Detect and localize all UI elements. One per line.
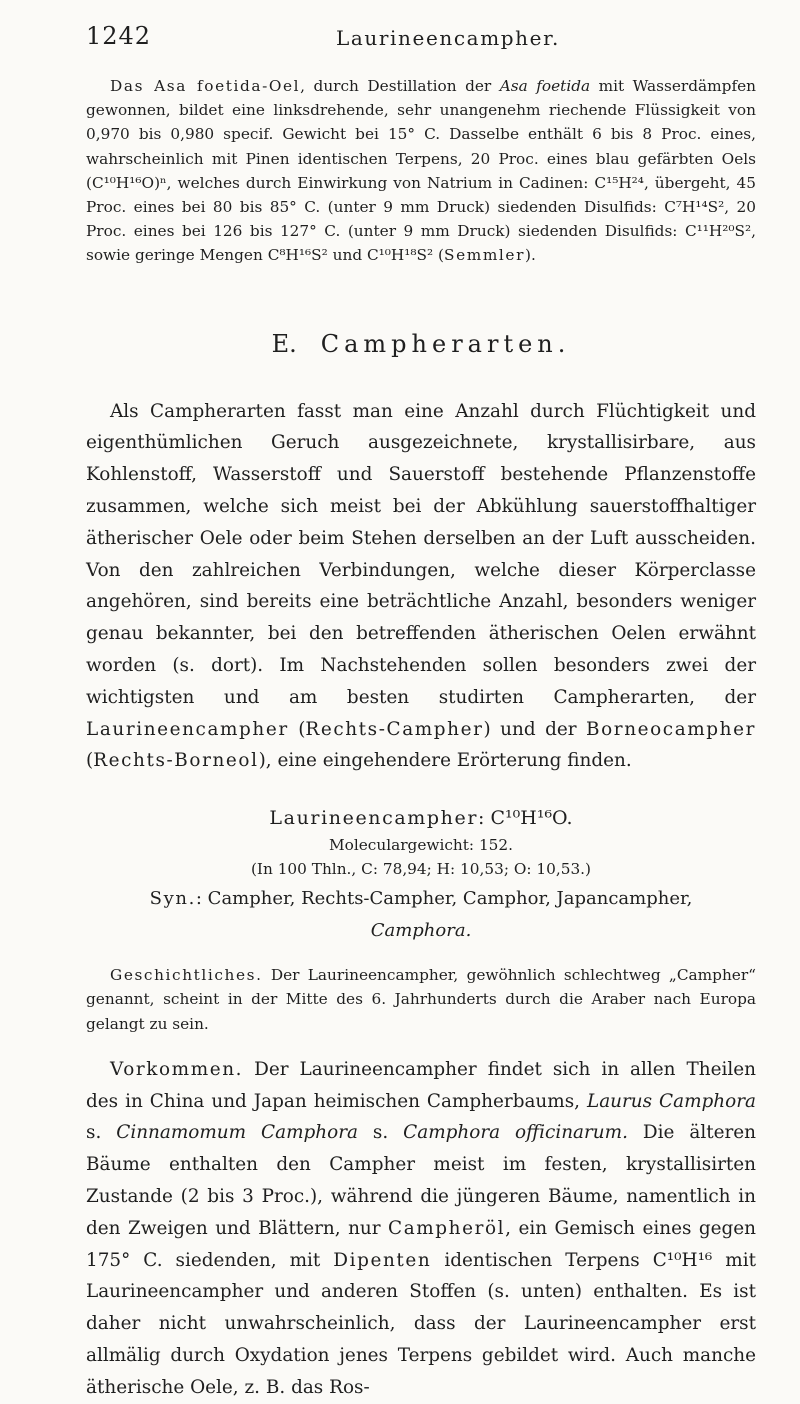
occurrence-italic-1: Laurus Camphora: [586, 1090, 756, 1112]
molecular-weight: Moleculargewicht: 152.: [328, 836, 514, 855]
synonyms-label: Syn.: [149, 888, 196, 910]
main-spaced-2: Rechts-Campher: [305, 718, 484, 740]
main-spaced-4: Rechts-Borneol: [93, 750, 259, 772]
compound-formula: : C¹⁰H¹⁶O.: [478, 807, 573, 830]
synonyms-italic-line: [86, 917, 756, 945]
section-heading: [86, 330, 756, 358]
page-content: [86, 74, 756, 1404]
occurrence-spaced-2: Dipenten: [333, 1249, 432, 1271]
intro-italic: Asa foetida: [499, 77, 591, 95]
history-paragraph: [86, 963, 756, 1036]
main-text-4: (: [86, 750, 94, 772]
intro-author: Semmler: [443, 246, 525, 265]
main-text-1: Als Campherarten fasst man eine Anzahl durch Flüchtigkeit und eigenthümlichen Geruch ausgezeichnete, krystallisirbare, aus Kohlenstoff, Wasserstoff und Sauerstoff bestehende Pflanzenstoffe zusammen, welche sich meist bei der Abkühlung sauerstoffhaltiger ätherischer Oele oder beim Stehen derselben an der Luft ausscheiden. Von den zahlreichen Verbindungen, welche dieser Körperclasse angehören, sind bereits eine beträchtliche Anzahl, besonders weniger genau bekannter, bei den betreffenden ätherischen Oelen erwähnt worden (s. dort). Im Nachstehenden sollen besonders zwei der wichtigsten und am besten studirten Campherarten, der: [86, 400, 756, 708]
main-spaced-3: Borneocampher: [586, 718, 756, 740]
occurrence-paragraph: [86, 1054, 756, 1404]
synonyms-italic: Camphora.: [370, 920, 472, 942]
history-text: Der Laurineencampher, gewöhnlich schlechtweg „Campher“ genannt, scheint in der Mitte des 6. Jahrhunderts durch die Araber nach Europa gelangt zu sein.: [86, 966, 756, 1033]
occurrence-text-1: Der Laurineencampher findet sich in allen Theilen des in China und Japan heimischen Campherbaums,: [86, 1058, 756, 1112]
occurrence-label: Vorkommen.: [110, 1058, 244, 1080]
occurrence-spaced-1: Campheröl: [388, 1217, 506, 1239]
history-label: Geschichtliches.: [110, 966, 263, 985]
main-paragraph: [86, 396, 756, 778]
page-number: 1242: [86, 22, 152, 50]
occurrence-text-4: Die älteren Bäume enthalten den Campher meist im festen, krystallisirten Zustande (2 bis 3 Proc.), während die jüngeren Bäume, namentlich in den Zweigen und Blättern, nur: [86, 1122, 757, 1239]
synonyms-text: : Campher, Rechts-Campher, Camphor, Japancampher,: [195, 888, 693, 910]
section-title: Campherarten.: [320, 329, 571, 358]
main-text-3: ) und der: [483, 718, 587, 740]
section-number: E.: [271, 329, 297, 358]
occurrence-text-2: s.: [86, 1122, 117, 1144]
compound-name: Laurineencampher: [269, 807, 479, 830]
running-title: Laurineencampher.: [336, 26, 561, 50]
compound-heading: [86, 803, 756, 833]
occurrence-text-5: , ein Gemisch eines gegen 175° C. siedenden, mit: [86, 1217, 757, 1271]
synonyms: [86, 885, 756, 913]
occurrence-text-3: s.: [357, 1122, 404, 1144]
occurrence-italic-2: Cinnamomum Camphora: [116, 1122, 358, 1144]
intro-end: ).: [524, 246, 536, 265]
occurrence-italic-3: Camphora officinarum.: [403, 1122, 628, 1144]
main-text-2: (: [288, 718, 306, 740]
main-spaced-1: Laurineencampher: [86, 718, 289, 740]
page-header: [0, 22, 800, 62]
intro-text-1: , durch Destillation der: [300, 77, 500, 95]
composition: (In 100 Thln., C: 78,94; H: 10,53; O: 10,53.): [250, 860, 592, 879]
occurrence-text-6: identischen Terpens C¹⁰H¹⁶ mit Laurineencampher und anderen Stoffen (s. unten) enthalten. Es ist daher nicht unwahrscheinlich, dass der Laurineencampher erst allmälig durch Oxydation jenes Terpens gebildet wird. Auch manche ätherische Oele, z. B. das Ros-: [86, 1249, 757, 1398]
intro-paragraph: [86, 74, 756, 268]
intro-text-2: mit Wasserdämpfen gewonnen, bildet eine linksdrehende, sehr unangenehm riechende Flüssigkeit von 0,970 bis 0,980 specif. Gewicht bei 15° C. Dasselbe enthält 6 bis 8 Proc. eines, wahrscheinlich mit Pinen identischen Terpens, 20 Proc. eines blau gefärbten Oels (C¹⁰H¹⁶O)ⁿ, welches durch Einwirkung von Natrium in Cadinen: C¹⁵H²⁴, übergeht, 45 Proc. eines bei 80 bis 85° C. (unter 9 mm Druck) siedenden Disulfids: C⁷H¹⁴S², 20 Proc. eines bei 126 bis 127° C. (unter 9 mm Druck) siedenden Disulfids: C¹¹H²⁰S², sowie geringe Mengen C⁸H¹⁶S² und C¹⁰H¹⁸S² (: [86, 77, 757, 265]
main-text-5: ), eine eingehendere Erörterung finden.: [258, 750, 632, 772]
intro-lead: Das Asa foetida-Oel: [110, 77, 301, 95]
